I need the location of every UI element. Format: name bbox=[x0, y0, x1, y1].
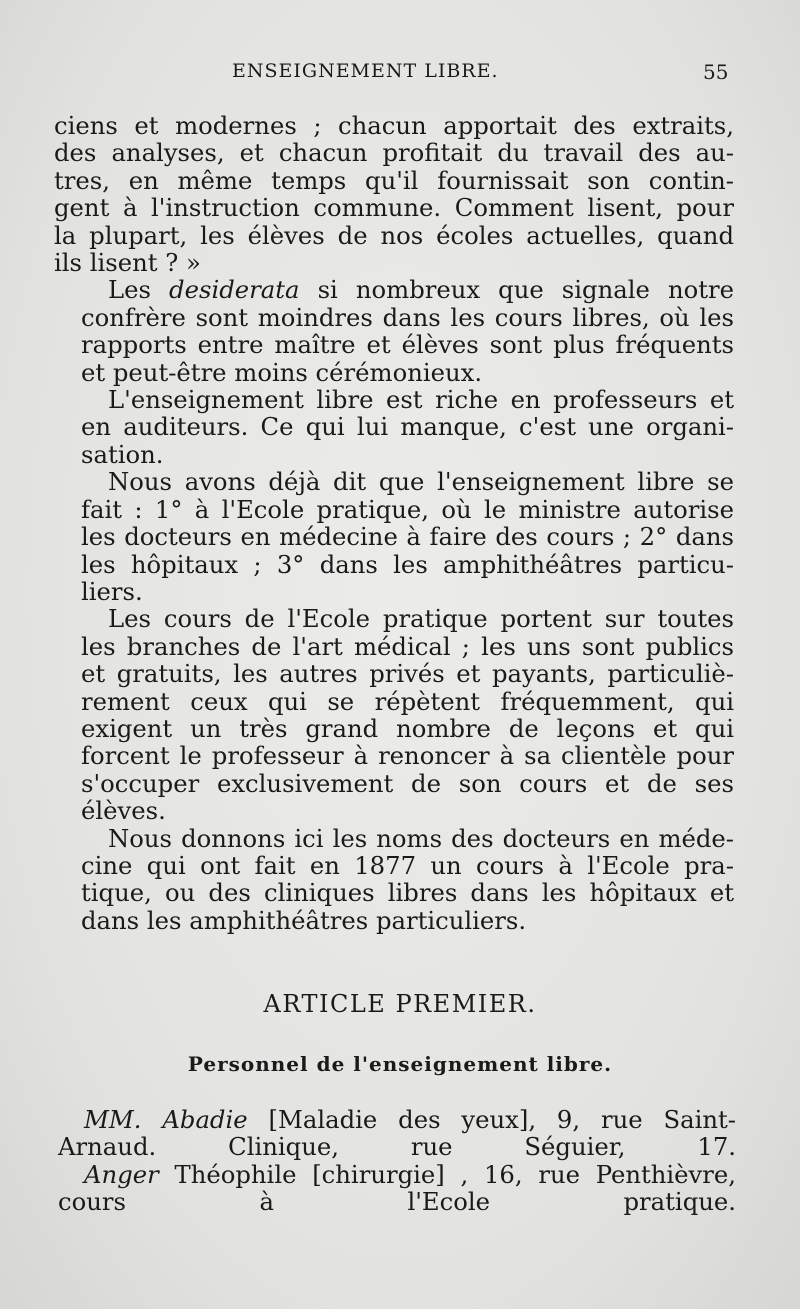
text-line: fait : 1° à l'Ecole pratique, où le ministre autorise bbox=[81, 494, 734, 524]
list-item bbox=[58, 1106, 736, 1161]
body-text bbox=[54, 112, 734, 934]
paragraph bbox=[54, 276, 734, 386]
text-line: et gratuits, les autres privés et payants, particuliè- bbox=[81, 659, 734, 689]
text-line: élèves. bbox=[81, 796, 166, 826]
running-title: ENSEIGNEMENT LIBRE. bbox=[232, 60, 499, 82]
text-line: les docteurs en médecine à faire des cours ; 2° dans bbox=[81, 522, 734, 552]
text-line: Nous donnons ici les noms des docteurs en méde- bbox=[108, 823, 734, 853]
text-line bbox=[58, 1161, 736, 1188]
text-line: les hôpitaux ; 3° dans les amphithéâtres particu- bbox=[81, 549, 734, 579]
entry-details: Théophile [chirurgie] , 16, rue Penthièvre, bbox=[158, 1159, 736, 1189]
article-heading: ARTICLE PREMIER. bbox=[263, 990, 537, 1018]
text-line: en auditeurs. Ce qui lui manque, c'est une organi- bbox=[81, 412, 734, 442]
text-line: Nous avons déjà dit que l'enseignement libre se bbox=[108, 467, 734, 497]
text-line: tres, en même temps qu'il fournissait son contin- bbox=[54, 165, 734, 195]
text-line: s'occuper exclusivement de son cours et de ses bbox=[81, 768, 734, 798]
text-line: ciens et modernes ; chacun apportait des extraits, bbox=[54, 111, 734, 140]
text-line: la plupart, les élèves de nos écoles actuelles, quand bbox=[54, 220, 734, 250]
text-line: Les cours de l'Ecole pratique portent sur toutes bbox=[108, 604, 734, 634]
paragraph bbox=[54, 386, 734, 468]
text-line: forcent le professeur à renoncer à sa clientèle pour bbox=[81, 741, 734, 771]
entry-prefix: MM. bbox=[84, 1105, 163, 1134]
text-run: si nombreux que signale notre bbox=[299, 275, 734, 305]
text-line: confrère sont moindres dans les cours libres, où les bbox=[81, 302, 734, 332]
text-line: cine qui ont fait en 1877 un cours à l'Ecole pra- bbox=[81, 850, 734, 880]
italic-term: desiderata bbox=[169, 275, 300, 305]
entry-details: [Maladie des yeux], 9, rue Saint- bbox=[247, 1105, 736, 1134]
paragraph bbox=[54, 605, 734, 824]
entry-name: Abadie bbox=[162, 1105, 248, 1134]
text-line: dans les amphithéâtres particuliers. bbox=[81, 905, 527, 935]
text-line: ils lisent ? » bbox=[54, 248, 201, 278]
paragraph bbox=[54, 825, 734, 935]
text-line: rement ceux qui se répètent fréquemment, qui bbox=[81, 686, 734, 716]
text-line: liers. bbox=[81, 576, 143, 606]
text-line: L'enseignement libre est riche en professeurs et bbox=[108, 385, 734, 415]
text-run: Les bbox=[108, 275, 170, 305]
entry-name: Anger bbox=[84, 1159, 159, 1189]
list-item bbox=[58, 1161, 736, 1216]
page-number: 55 bbox=[703, 60, 729, 84]
text-line: tique, ou des cliniques libres dans les hôpitaux et bbox=[81, 878, 734, 908]
paragraph bbox=[54, 468, 734, 605]
text-line bbox=[58, 1106, 736, 1133]
text-line: Arnaud. Clinique, rue Séguier, 17. bbox=[58, 1132, 736, 1162]
text-line: les branches de l'art médical ; les uns sont publics bbox=[81, 631, 734, 661]
text-line: et peut-être moins cérémonieux. bbox=[81, 357, 483, 387]
text-line bbox=[54, 276, 734, 303]
text-line: gent à l'instruction commune. Comment lisent, pour bbox=[54, 193, 734, 223]
paragraph bbox=[54, 112, 734, 276]
text-line: cours à l'Ecole pratique. bbox=[58, 1187, 736, 1217]
section-heading: Personnel de l'enseignement libre. bbox=[187, 1052, 613, 1076]
page-header bbox=[0, 60, 800, 90]
text-line: exigent un très grand nombre de leçons et qui bbox=[81, 713, 734, 743]
text-line: rapports entre maître et élèves sont plus fréquents bbox=[81, 330, 734, 360]
text-line: des analyses, et chacun profitait du travail des au- bbox=[54, 138, 734, 168]
personnel-list bbox=[58, 1106, 736, 1216]
text-line: sation. bbox=[81, 439, 164, 469]
